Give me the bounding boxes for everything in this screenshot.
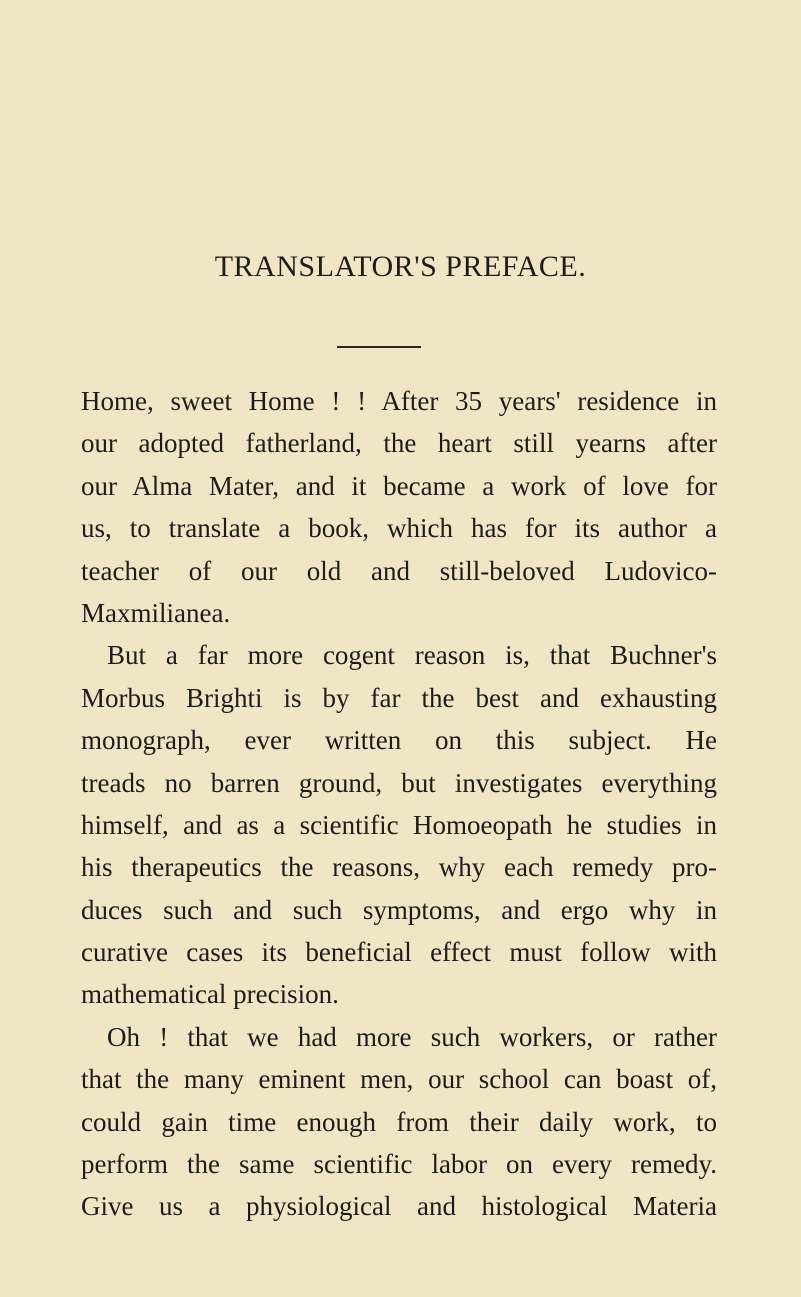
page-title: TRANSLATOR'S PREFACE. <box>214 250 587 283</box>
text-line: duces such and such symptoms, and ergo why in <box>81 894 717 925</box>
text-line: us, to translate a book, which has for its author a <box>81 513 717 544</box>
preface-body <box>81 380 717 1228</box>
text-line: teacher of our old and still-beloved Ludovico- <box>81 555 717 586</box>
text-line: that the many eminent men, our school can boast of, <box>81 1064 717 1095</box>
text-line: Morbus Brighti is by far the best and exhausting <box>81 682 717 713</box>
text-line: himself, and as a scientific Homoeopath he studies in <box>81 809 717 840</box>
text-line: But a far more cogent reason is, that Buchner's <box>107 640 717 671</box>
text-line: Oh ! that we had more such workers, or rather <box>107 1021 717 1052</box>
text-line: Give us a physiological and histological Materia <box>81 1191 717 1222</box>
text-line: mathematical precision. <box>81 979 339 1010</box>
text-line: could gain time enough from their daily work, to <box>81 1106 717 1137</box>
text-line: curative cases its beneficial effect must follow with <box>81 937 717 968</box>
text-line: his therapeutics the reasons, why each remedy pro- <box>81 852 717 883</box>
text-line: monograph, ever written on this subject. He <box>81 725 717 756</box>
text-line: perform the same scientific labor on every remedy. <box>81 1149 717 1180</box>
text-line: our adopted fatherland, the heart still yearns after <box>81 428 717 459</box>
text-line: Maxmilianea. <box>81 597 231 628</box>
text-line: treads no barren ground, but investigates everything <box>81 767 717 798</box>
title-rule <box>337 346 421 348</box>
text-line: our Alma Mater, and it became a work of love for <box>81 470 717 501</box>
text-line: Home, sweet Home ! ! After 35 years' residence in <box>81 386 717 416</box>
